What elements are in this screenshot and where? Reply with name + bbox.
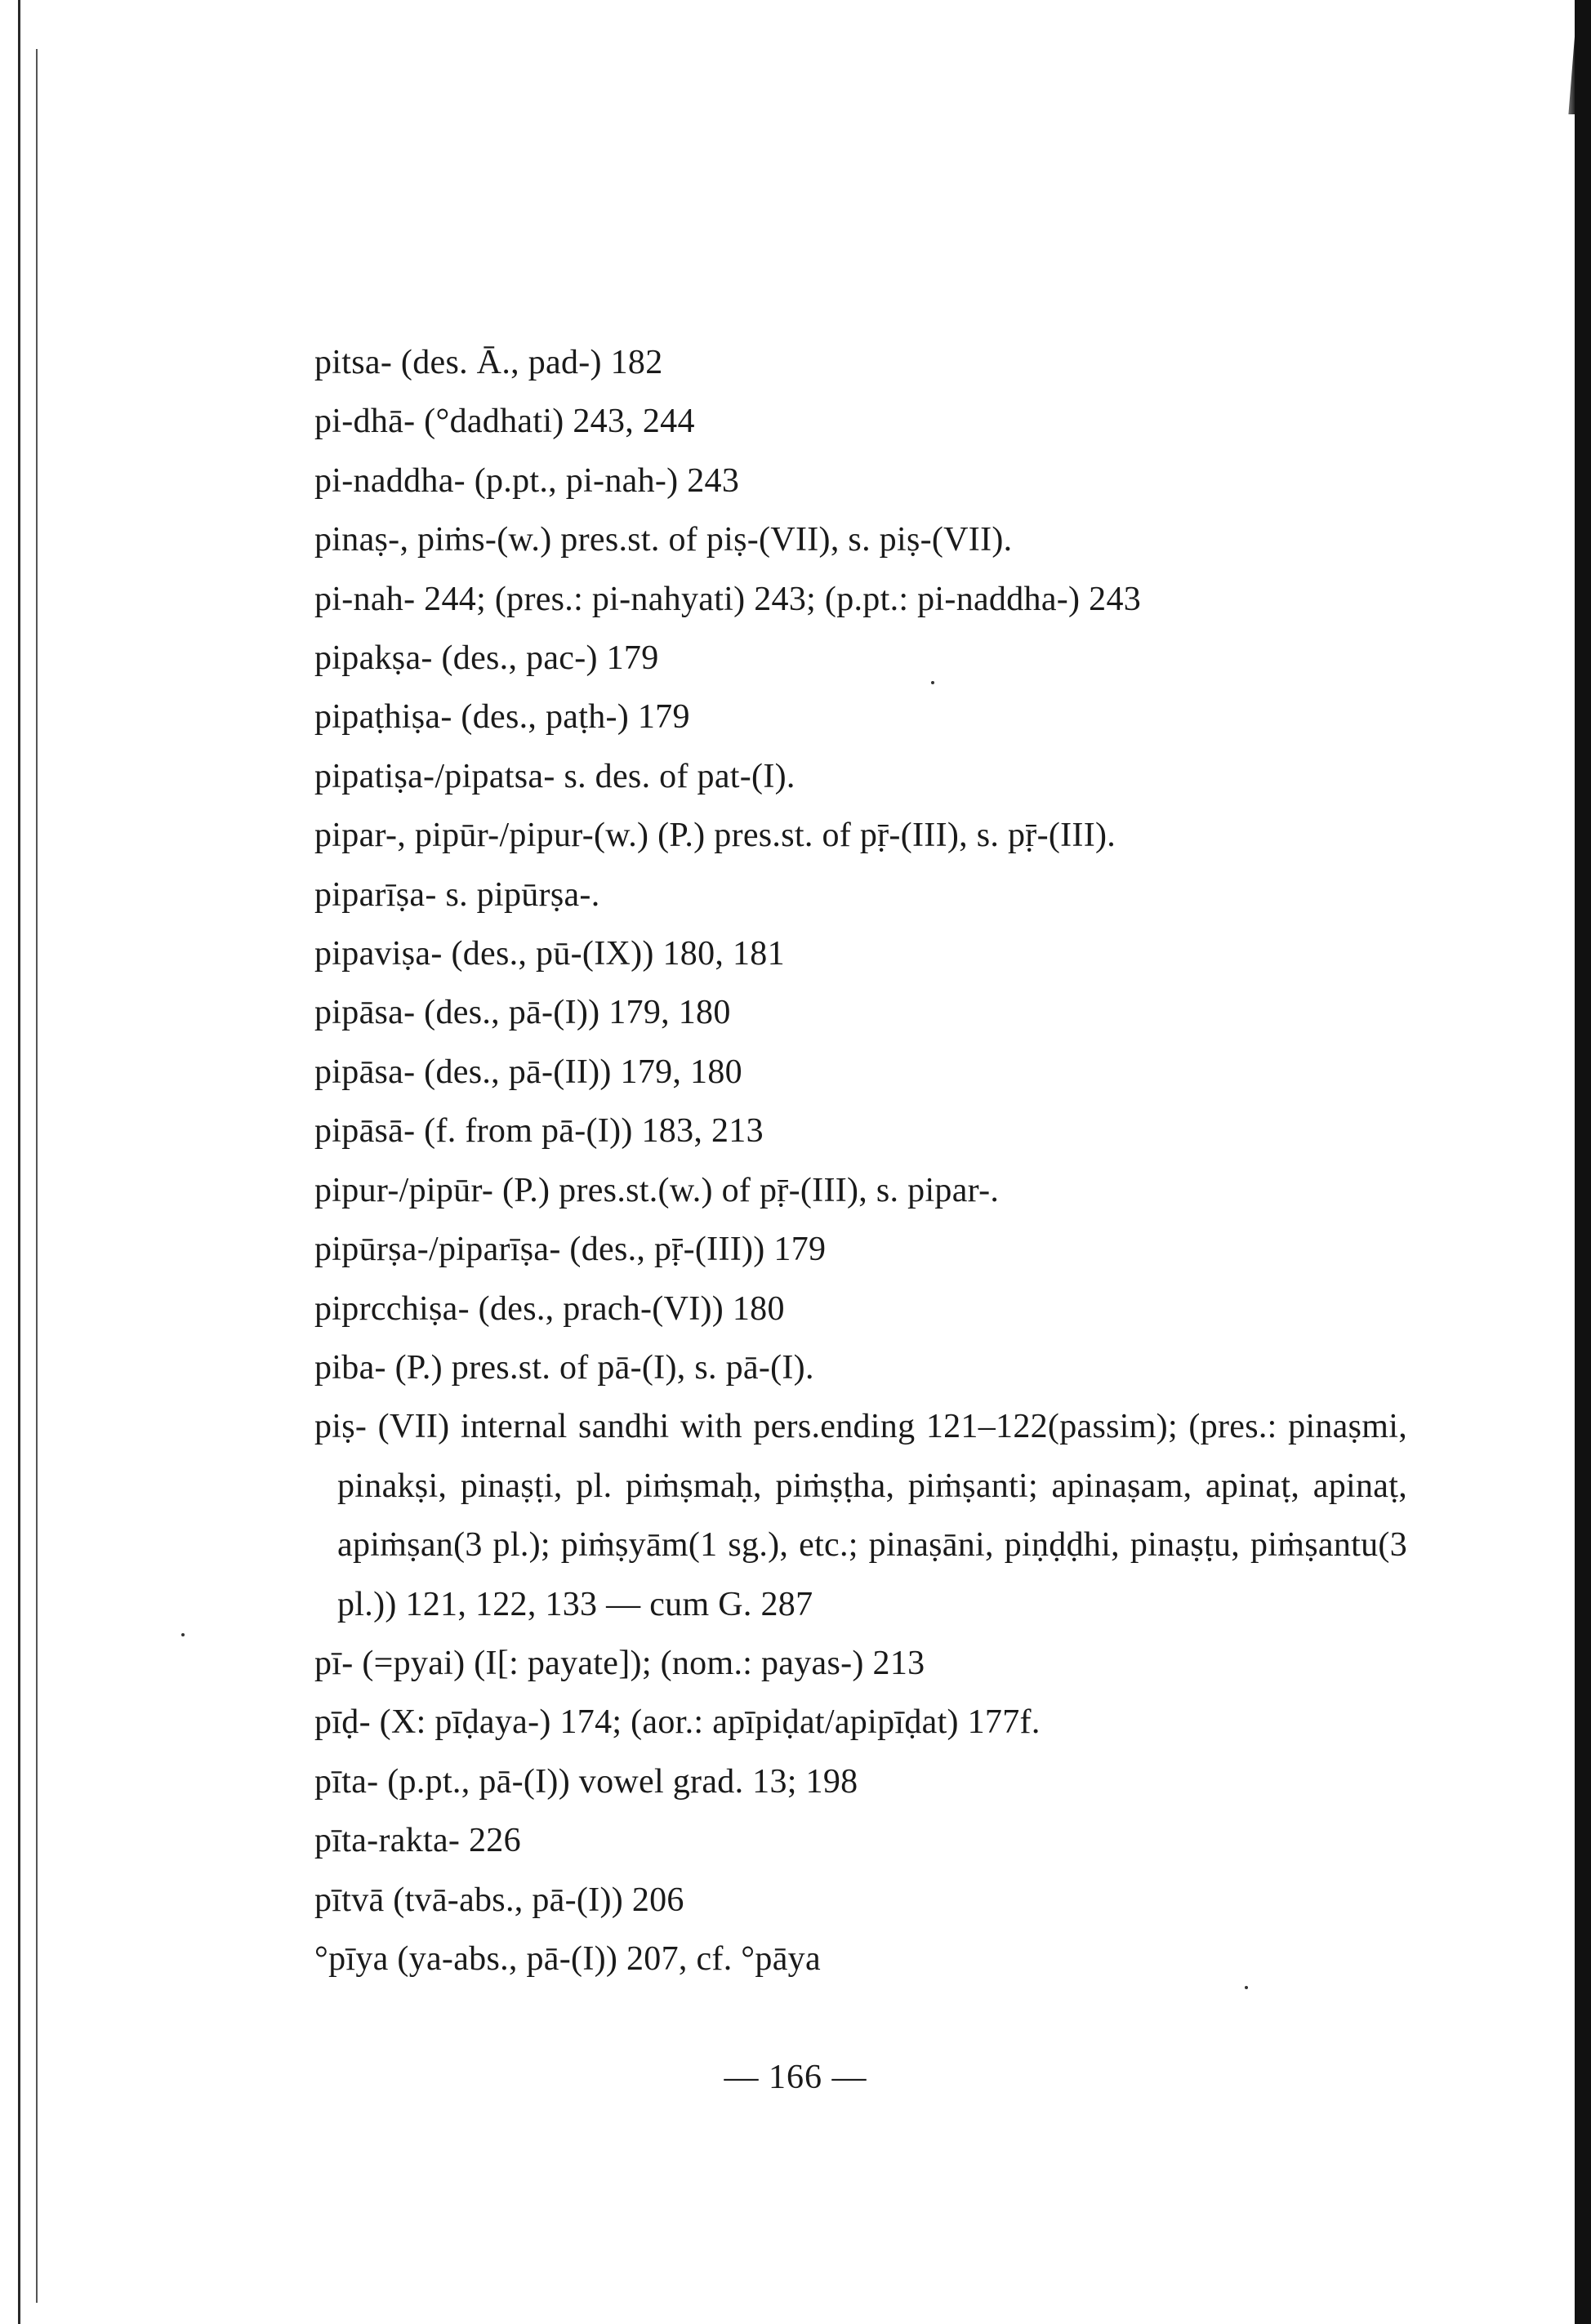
page-number: — 166 —: [724, 2059, 867, 2096]
scan-edge-right: [1575, 0, 1591, 2324]
index-entry: pipāsa- (des., pā-(II)) 179, 180: [314, 1053, 742, 1091]
index-entries: [314, 333, 1425, 1988]
scan-edge-right-taper: [1557, 16, 1576, 114]
index-entry: pipūrṣa-/piparīṣa- (des., pṝ-(III)) 179: [314, 1231, 827, 1269]
index-entry: pipaviṣa- (des., pū-(IX)) 180, 181: [314, 935, 785, 973]
speck: [181, 1633, 185, 1636]
index-entry: pipakṣa- (des., pac-) 179: [314, 639, 659, 678]
index-entry: pī- (=pyai) (I[: payate]); (nom.: payas-) 213: [314, 1644, 925, 1682]
index-entry: piparīṣa- s. pipūrṣa-.: [314, 875, 600, 914]
scan-edge-left-inner: [36, 49, 38, 2303]
scan-edge-left: [18, 0, 20, 2324]
index-entry: pinaṣ-, piṁs-(w.) pres.st. of piṣ-(VII), s. piṣ-(VII).: [314, 521, 1013, 559]
index-entry: pipāsa- (des., pā-(I)) 179, 180: [314, 994, 731, 1032]
index-entry: pi-naddha- (p.pt., pi-nah-) 243: [314, 461, 740, 500]
index-entry: pīḍ- (X: pīḍaya-) 174; (aor.: apīpiḍat/apipīḍat) 177f.: [314, 1703, 1041, 1742]
index-entry: pipur-/pipūr- (P.) pres.st.(w.) of pṝ-(III), s. pipar-.: [314, 1171, 1000, 1209]
index-entry: piba- (P.) pres.st. of pā-(I), s. pā-(I).: [314, 1348, 814, 1387]
index-entry: °pīya (ya-abs., pā-(I)) 207, cf. °pāya: [314, 1939, 821, 1978]
index-entry: pipatiṣa-/pipatsa- s. des. of pat-(I).: [314, 757, 796, 795]
index-entry: pipaṭhiṣa- (des., paṭh-) 179: [314, 698, 690, 737]
index-entry: pitsa- (des. Ā., pad-) 182: [314, 344, 663, 381]
index-entry: piprcchiṣa- (des., prach-(VI)) 180: [314, 1289, 785, 1328]
index-entry-multiline: piṣ- (VII) internal sandhi with pers.ending 121–122(passim); (pres.: pinaṣmi, pinakṣi, pinaṣṭi, pl. piṁṣmaḥ, piṁṣṭha, piṁṣanti; apinaṣam, apinaṭ, apinaṭ, apiṁṣan(3 pl.); piṁṣyām(1 sg.), etc.; pinaṣāni, piṇḍḍhi, pinaṣṭu, piṁṣantu(3 pl.)) 121, 122, 133 — cum G. 287: [314, 1408, 1407, 1623]
index-entry: pi-dhā- (°dadhati) 243, 244: [314, 403, 695, 441]
index-entry: pi-nah- 244; (pres.: pi-nahyati) 243; (p.pt.: pi-naddha-) 243: [314, 580, 1142, 618]
index-entry: pipāsā- (f. from pā-(I)) 183, 213: [314, 1112, 764, 1151]
index-entry: pītvā (tvā-abs., pā-(I)) 206: [314, 1881, 684, 1919]
index-entry: pipar-, pipūr-/pipur-(w.) (P.) pres.st. of pṝ-(III), s. pṝ-(III).: [314, 817, 1116, 855]
index-entry: pīta-rakta- 226: [314, 1822, 521, 1860]
index-entry: pīta- (p.pt., pā-(I)) vowel grad. 13; 198: [314, 1762, 858, 1801]
